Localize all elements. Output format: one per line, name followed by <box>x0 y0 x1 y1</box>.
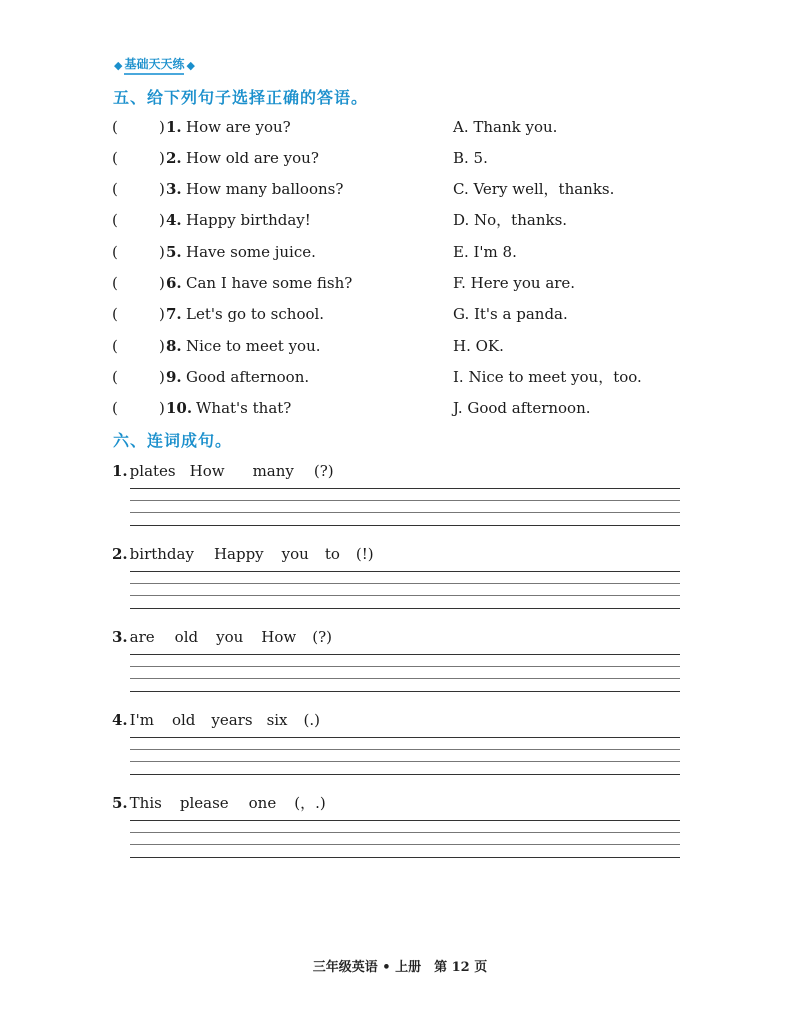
scrambled-word: please <box>179 794 229 812</box>
sentence-item <box>112 460 682 482</box>
word-prompt <box>112 709 682 731</box>
scrambled-word: I'm <box>129 711 154 729</box>
writing-lines[interactable] <box>130 654 680 692</box>
scrambled-word: you <box>216 628 244 646</box>
answer-option: F. Here you are. <box>453 274 576 292</box>
word-prompt <box>112 543 682 565</box>
question-number: 9. <box>166 368 182 386</box>
sentence-item <box>112 543 682 565</box>
question-text: How many balloons? <box>186 180 344 198</box>
question-row <box>112 397 672 419</box>
question-row <box>112 209 672 231</box>
answer-blank-open[interactable]: ( <box>112 337 118 355</box>
answer-blank-close: ) <box>159 211 165 229</box>
question-text: What's that? <box>196 399 292 417</box>
answer-option: I. Nice to meet you，too. <box>453 368 642 386</box>
writing-line <box>130 583 680 584</box>
question-number: 3. <box>166 180 182 198</box>
answer-blank-open[interactable]: ( <box>112 243 118 261</box>
answer-option: G. It's a panda. <box>453 305 568 323</box>
answer-option: C. Very well，thanks. <box>453 180 615 198</box>
writing-line <box>130 595 680 596</box>
question-text: Have some juice. <box>186 243 316 261</box>
writing-line <box>130 512 680 513</box>
answer-blank-close: ) <box>159 274 165 292</box>
writing-lines[interactable] <box>130 820 680 858</box>
scrambled-word: (，.) <box>294 794 326 812</box>
scrambled-word: birthday <box>129 545 194 563</box>
answer-blank-open[interactable]: ( <box>112 399 118 417</box>
writing-lines[interactable] <box>130 571 680 609</box>
section-5-title: 五、给下列句子选择正确的答语。 <box>113 88 369 107</box>
writing-line <box>130 666 680 667</box>
answer-blank-open[interactable]: ( <box>112 368 118 386</box>
answer-blank-close: ) <box>159 180 165 198</box>
word-prompt <box>112 792 682 814</box>
writing-line <box>130 774 680 775</box>
scrambled-word: six <box>266 711 288 729</box>
answer-option: D. No，thanks. <box>453 211 568 229</box>
scrambled-word: (.) <box>303 711 321 729</box>
question-row <box>112 147 672 169</box>
sentence-item <box>112 626 682 648</box>
question-number: 1. <box>166 118 182 136</box>
writing-line <box>130 761 680 762</box>
question-row <box>112 116 672 138</box>
writing-lines[interactable] <box>130 737 680 775</box>
scrambled-word: many <box>252 462 294 480</box>
question-number: 5. <box>166 243 182 261</box>
answer-option: E. I'm 8. <box>453 243 517 261</box>
question-number: 4. <box>166 211 182 229</box>
section-badge <box>114 56 195 74</box>
scrambled-word: (?) <box>313 462 334 480</box>
scrambled-word: one <box>248 794 277 812</box>
writing-line <box>130 737 680 738</box>
question-text: Can I have some fish? <box>186 274 353 292</box>
sentence-item <box>112 709 682 731</box>
question-number: 7. <box>166 305 182 323</box>
scrambled-word: old <box>171 711 196 729</box>
writing-line <box>130 691 680 692</box>
question-text: Good afternoon. <box>186 368 310 386</box>
question-number: 8. <box>166 337 182 355</box>
writing-line <box>130 749 680 750</box>
answer-blank-close: ) <box>159 149 165 167</box>
answer-blank-open[interactable]: ( <box>112 180 118 198</box>
answer-blank-close: ) <box>159 337 165 355</box>
sentence-item <box>112 792 682 814</box>
answer-option: B. 5. <box>453 149 488 167</box>
answer-blank-open[interactable]: ( <box>112 305 118 323</box>
answer-blank-open[interactable]: ( <box>112 149 118 167</box>
scrambled-word: Happy <box>213 545 264 563</box>
answer-blank-close: ) <box>159 118 165 136</box>
answer-blank-close: ) <box>159 305 165 323</box>
scrambled-word: How <box>261 628 297 646</box>
answer-blank-open[interactable]: ( <box>112 118 118 136</box>
scrambled-word: How <box>189 462 225 480</box>
answer-blank-close: ) <box>159 368 165 386</box>
question-row <box>112 178 672 200</box>
writing-line <box>130 820 680 821</box>
answer-blank-open[interactable]: ( <box>112 211 118 229</box>
writing-line <box>130 832 680 833</box>
question-row <box>112 241 672 263</box>
question-row <box>112 272 672 294</box>
question-text: Nice to meet you. <box>186 337 321 355</box>
scrambled-word: to <box>324 545 340 563</box>
scrambled-word: (!) <box>355 545 374 563</box>
item-number: 2. <box>112 545 128 563</box>
scrambled-word: (?) <box>312 628 332 646</box>
question-row <box>112 366 672 388</box>
writing-line <box>130 500 680 501</box>
question-row <box>112 303 672 325</box>
scrambled-word: you <box>281 545 309 563</box>
answer-option: J. Good afternoon. <box>453 399 591 417</box>
question-row <box>112 335 672 357</box>
answer-blank-open[interactable]: ( <box>112 274 118 292</box>
answer-option: A. Thank you. <box>453 118 558 136</box>
question-text: Happy birthday! <box>186 211 311 229</box>
item-number: 5. <box>112 794 128 812</box>
page-footer: 三年级英语 • 上册 第 12 页 <box>312 960 488 975</box>
scrambled-word: years <box>211 711 253 729</box>
writing-line <box>130 857 680 858</box>
question-number: 2. <box>166 149 182 167</box>
writing-line <box>130 678 680 679</box>
answer-option: H. OK. <box>453 337 504 355</box>
scrambled-word: old <box>174 628 199 646</box>
writing-lines[interactable] <box>130 488 680 526</box>
writing-line <box>130 844 680 845</box>
item-number: 4. <box>112 711 128 729</box>
scrambled-word: This <box>129 794 162 812</box>
word-prompt <box>112 460 682 482</box>
question-number: 6. <box>166 274 182 292</box>
section-6-title: 六、连词成句。 <box>113 431 233 450</box>
question-text: Let's go to school. <box>186 305 325 323</box>
writing-line <box>130 608 680 609</box>
answer-blank-close: ) <box>159 243 165 261</box>
badge-label: 基础天天练 <box>124 55 184 75</box>
writing-line <box>130 525 680 526</box>
writing-line <box>130 488 680 489</box>
diamond-icon: ◆ <box>186 58 195 72</box>
question-text: How are you? <box>186 118 291 136</box>
item-number: 1. <box>112 462 128 480</box>
writing-line <box>130 571 680 572</box>
writing-line <box>130 654 680 655</box>
item-number: 3. <box>112 628 128 646</box>
question-number: 10. <box>166 399 193 417</box>
question-text: How old are you? <box>186 149 319 167</box>
answer-blank-close: ) <box>159 399 165 417</box>
scrambled-word: plates <box>129 462 176 480</box>
diamond-icon: ◆ <box>114 58 123 72</box>
word-prompt <box>112 626 682 648</box>
scrambled-word: are <box>129 628 155 646</box>
